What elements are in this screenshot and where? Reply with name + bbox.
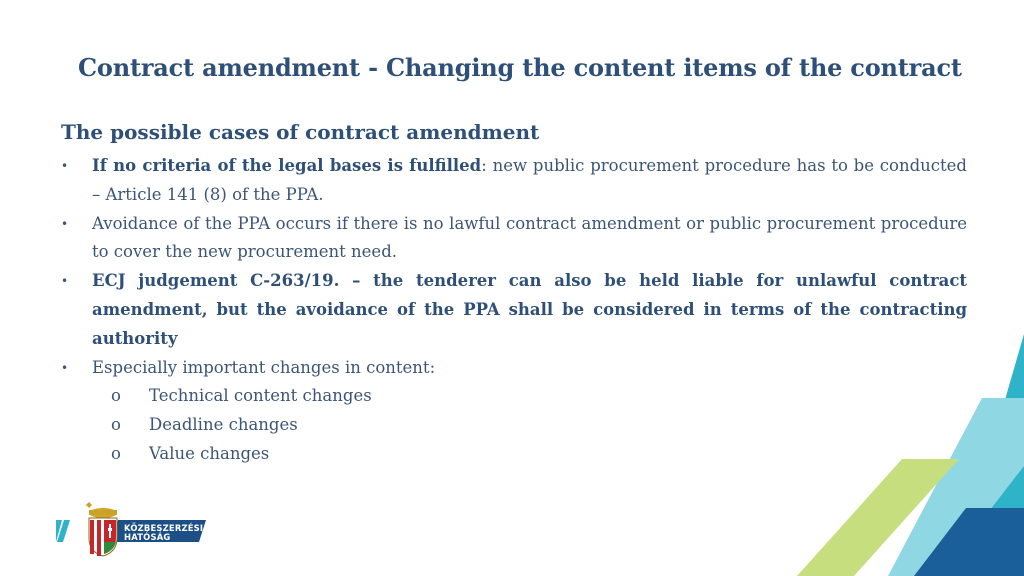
- bullet-marker: •: [61, 216, 69, 231]
- bullet-text: Especially important changes in content:: [92, 357, 436, 377]
- agency-logo: [56, 498, 216, 558]
- bullet-marker: •: [61, 274, 69, 289]
- sub-item-text: Deadline changes: [149, 415, 298, 435]
- sub-bullet-marker: o: [111, 443, 121, 463]
- logo-text-line1: KÖZBESZERZÉSI: [124, 523, 204, 533]
- decorative-corner-shapes: [724, 276, 1024, 576]
- coat-of-arms-icon: [86, 502, 117, 556]
- bullet-bold-text: If no criteria of the legal bases is fulfilled: [92, 156, 482, 175]
- sub-bullet-marker: o: [111, 415, 121, 435]
- bullet-item: [61, 210, 967, 268]
- sub-bullet-marker: o: [111, 386, 121, 406]
- bullet-text: : new public procurement procedure has to be conducted – Article 141 (8) of the PPA.: [92, 156, 967, 204]
- logo-text-line2: HATÓSÁG: [124, 532, 171, 542]
- bullet-marker: •: [61, 360, 69, 375]
- bullet-text: Avoidance of the PPA occurs if there is no lawful contract amendment or public procurement procedure to cover the new procurement need.: [92, 213, 967, 262]
- bullet-bold-text: ECJ judgement C-263/19. – the tenderer can also be held liable for unlawful contract amendment, but the avoidance of the PPA shall be considered in terms of the contracting authority: [92, 271, 967, 348]
- section-subtitle: The possible cases of contract amendment: [61, 120, 540, 144]
- sub-item-text: Value changes: [149, 443, 270, 463]
- bullet-marker: •: [61, 159, 69, 173]
- sub-item-text: Technical content changes: [149, 386, 372, 406]
- bullet-item: [61, 152, 967, 210]
- slide-title: Contract amendment - Changing the content items of the contract: [78, 53, 962, 82]
